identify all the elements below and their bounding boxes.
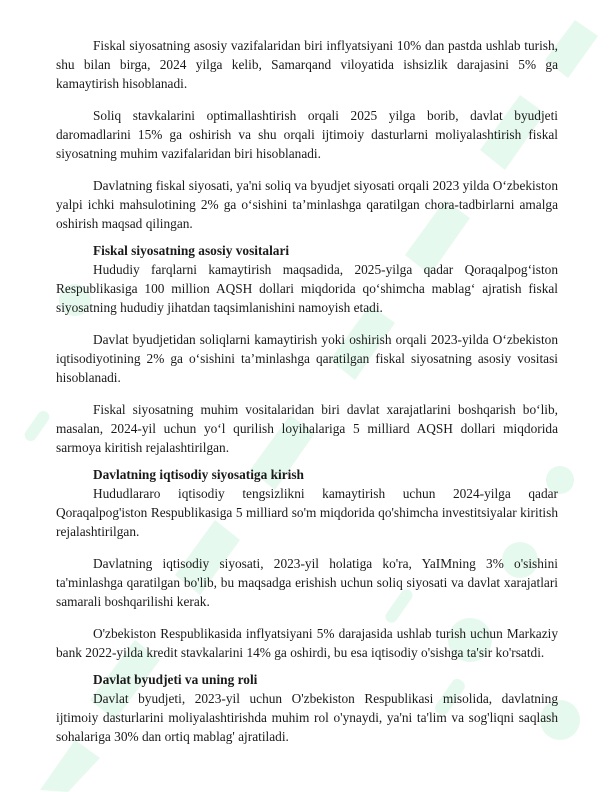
paragraph-9: O'zbekiston Respublikasida inflyatsiyani 5% darajasida ushlab turish uchun Markaziy bank 2022-yilda kredit stavkalarini 14% ga oshirdi, bu esa iqtisodiy o'sishga ta'sir ko'rsatdi. bbox=[56, 626, 558, 660]
paragraph-4: Hududiy farqlarni kamaytirish maqsadida, 2025-yilga qadar Qoraqalpog‘iston Respublikasiga 100 million AQSH dollari miqdorida qo‘shimcha mablag‘ ajratish fiskal siyosatning hududiy jihatdan taqsimlanishini namoyish etadi. bbox=[56, 262, 558, 315]
paragraph-8: Davlatning iqtisodiy siyosati, 2023-yil holatiga ko'ra, YaIMning 3% o'sishini ta'minlashga qaratilgan bo'lib, bu maqsadga erishish uchun soliq siyosati va davlat xarajatlari samarali boshqarilishi kerak. bbox=[56, 556, 558, 609]
paragraph-7: Hududlararo iqtisodiy tengsizlikni kamaytirish uchun 2024-yilga qadar Qoraqalpog'iston Respublikasiga 5 milliard so'm miqdorida qo'shimcha investitsiyalar kiritish rejalashtirilgan. bbox=[56, 486, 558, 539]
section-heading-economic-policy: Davlatning iqtisodiy siyosatiga kirish bbox=[93, 467, 304, 482]
section-heading-fiscal-tools: Fiskal siyosatning asosiy vositalari bbox=[93, 243, 290, 258]
paragraph-6: Fiskal siyosatning muhim vositalaridan biri davlat xarajatlarini boshqarish bo‘lib, masalan, 2024-yil uchun yo‘l qurilish loyihalariga 5 milliard AQSH dollari miqdorida sarmoya kiritish rejalashtirilgan. bbox=[56, 402, 558, 455]
paragraph-5: Davlat byudjetidan soliqlarni kamaytirish yoki oshirish orqali 2023-yilda O‘zbekiston iqtisodiyotining 2% ga o‘sishini ta’minlashga qaratilgan fiskal siyosatning asosiy vositasi hisoblanadi. bbox=[56, 332, 558, 385]
paragraph-10: Davlat byudjeti, 2023-yil uchun O'zbekiston Respublikasi misolida, davlatning ijtimoiy dasturlarini moliyalashtirishda muhim rol o'ynaydi, ya'ni ta'lim va sog'liqni saqlash sohalariga 30% dan ortiq mablag' ajratiladi. bbox=[56, 691, 558, 744]
section-heading-state-budget: Davlat byudjeti va uning roli bbox=[93, 672, 258, 687]
paragraph-2: Soliq stavkalarini optimallashtirish orqali 2025 yilga borib, davlat byudjeti daromadlarini 15% ga oshirish va shu orqali ijtimoiy dasturlarni moliyalashtirish fiskal siyosatning muhim vazifalaridan biri hisoblanadi. bbox=[56, 108, 558, 161]
paragraph-1: Fiskal siyosatning asosiy vazifalaridan biri inflyatsiyani 10% dan pastda ushlab turish, shu bilan birga, 2024 yilga kelib, Samarqand viloyatida ishsizlik darajasini 5% ga kamaytirish hisoblanadi. bbox=[56, 38, 558, 91]
paragraph-3: Davlatning fiskal siyosati, ya'ni soliq va byudjet siyosati orqali 2023 yilda O‘zbekiston yalpi ichki mahsulotining 2% ga o‘sishini ta’minlashga qaratilgan chora-tadbirlarni amalga oshirish maqsad qilingan. bbox=[56, 178, 558, 231]
